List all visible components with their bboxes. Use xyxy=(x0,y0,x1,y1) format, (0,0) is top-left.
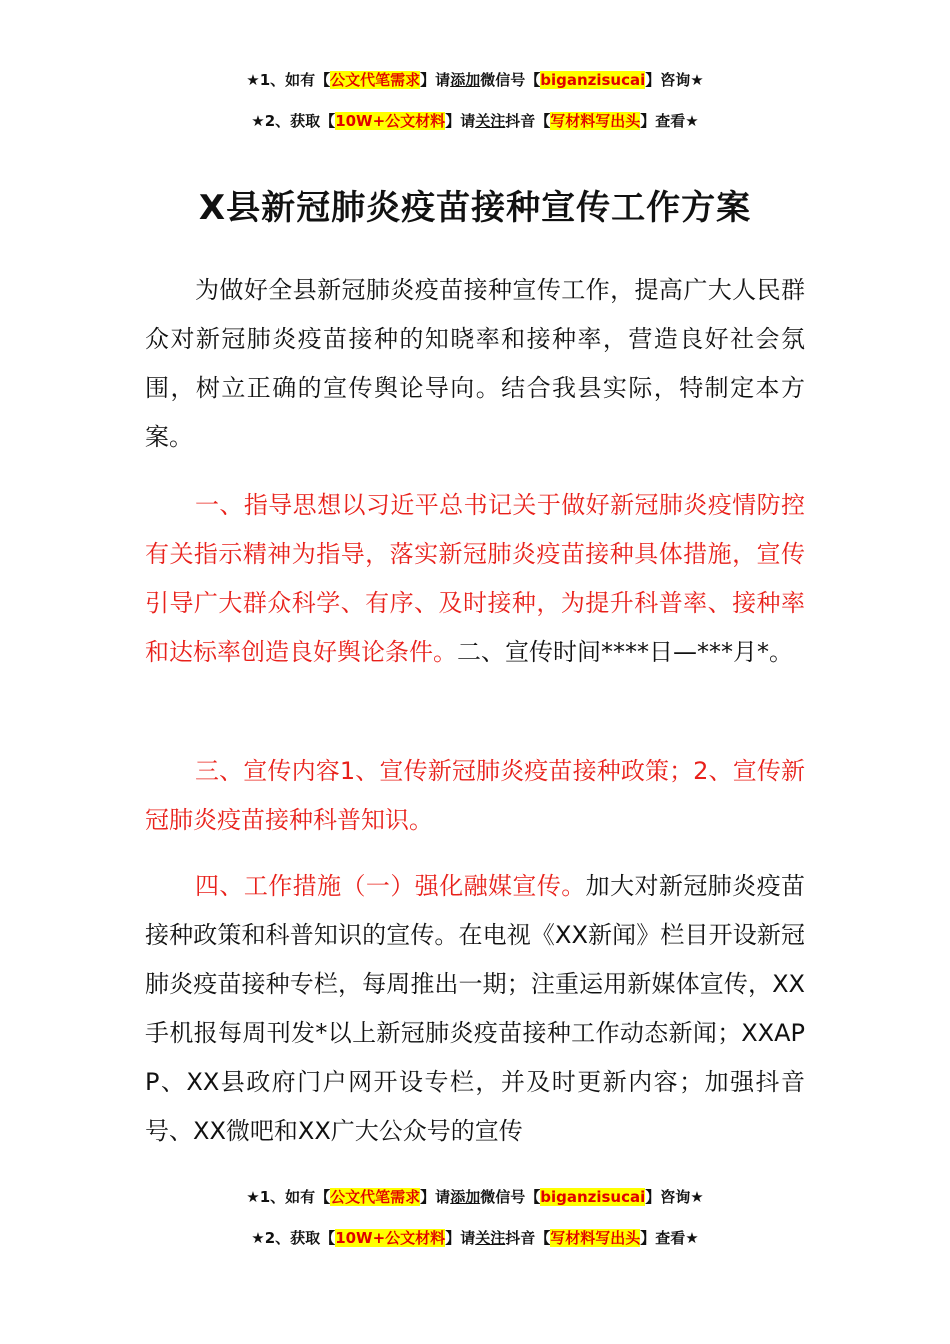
highlight-service: 公文代笔需求 xyxy=(330,71,421,89)
section-1-heading: 一、指导思想以习近平总书记关于做好新冠肺炎疫情防控有关指示精神为指导，落实新冠肺炎疫苗接种具体措施，宣传引导广大群众科学、有序、及时接种，为提升科普率、接种率和达标率创造良好舆论条件。 xyxy=(145,491,805,666)
intro-text: 为做好全县新冠肺炎疫苗接种宣传工作，提高广大人民群众对新冠肺炎疫苗接种的知晓率和接种率，营造良好社会氛围，树立正确的宣传舆论导向。结合我县实际，特制定本方案。 xyxy=(145,276,805,451)
section-4-paragraph xyxy=(145,862,805,1156)
banner-text: 微信号【 xyxy=(480,1188,541,1206)
banner-text: 】咨询★ xyxy=(645,1188,704,1206)
highlight-wechat-id: biganzisucai xyxy=(540,1188,646,1206)
underlined-word: 添加 xyxy=(450,71,481,89)
highlight-douyin-id: 写材料写出头 xyxy=(550,112,641,130)
intro-paragraph xyxy=(145,266,805,462)
highlight-douyin-id: 写材料写出头 xyxy=(550,1229,641,1247)
section-4-text: 加大对新冠肺炎疫苗接种政策和科普知识的宣传。在电视《XX新闻》栏目开设新冠肺炎疫苗接种专栏，每周推出一期；注重运用新媒体宣传，XX手机报每周刊发*以上新冠肺炎疫苗接种工作动态新闻；XXAPP、XX县政府门户网开设专栏，并及时更新内容；加强抖音号、XX微吧和XX广大公众号的宣传 xyxy=(145,872,806,1145)
banner-text: 】请 xyxy=(445,1229,476,1247)
banner-text: 】请 xyxy=(445,112,476,130)
underlined-word: 关注 xyxy=(475,112,506,130)
banner-line-2 xyxy=(0,1227,950,1249)
banner-line-2 xyxy=(0,110,950,132)
highlight-service: 公文代笔需求 xyxy=(330,1188,421,1206)
underlined-word: 添加 xyxy=(450,1188,481,1206)
banner-text: ★2、获取【 xyxy=(251,112,336,130)
section-4-heading: 四、工作措施（一）强化融媒宣传。 xyxy=(195,872,586,900)
banner-text: ★2、获取【 xyxy=(251,1229,336,1247)
banner-line-1 xyxy=(0,69,950,91)
underlined-word: 关注 xyxy=(475,1229,506,1247)
banner-text: 】查看★ xyxy=(640,1229,699,1247)
section-3-paragraph xyxy=(145,747,805,845)
banner-text: 抖音【 xyxy=(505,112,551,130)
banner-text: ★1、如有【 xyxy=(246,1188,331,1206)
banner-text: ★1、如有【 xyxy=(246,71,331,89)
document-title: X县新冠肺炎疫苗接种宣传工作方案 xyxy=(198,188,752,228)
highlight-materials: 10W+公文材料 xyxy=(335,112,446,130)
section-3-heading: 三、宣传内容1、宣传新冠肺炎疫苗接种政策；2、宣传新冠肺炎疫苗接种科普知识。 xyxy=(145,757,805,834)
banner-text: 】查看★ xyxy=(640,112,699,130)
banner-line-1 xyxy=(0,1186,950,1208)
banner-text: 微信号【 xyxy=(480,71,541,89)
banner-text: 】请 xyxy=(420,1188,451,1206)
banner-text: 抖音【 xyxy=(505,1229,551,1247)
banner-text: 】咨询★ xyxy=(645,71,704,89)
banner-text: 】请 xyxy=(420,71,451,89)
highlight-wechat-id: biganzisucai xyxy=(540,71,646,89)
section-1-paragraph xyxy=(145,481,805,677)
highlight-materials: 10W+公文材料 xyxy=(335,1229,446,1247)
section-2-text: 二、宣传时间****日—***月*。 xyxy=(457,638,793,666)
